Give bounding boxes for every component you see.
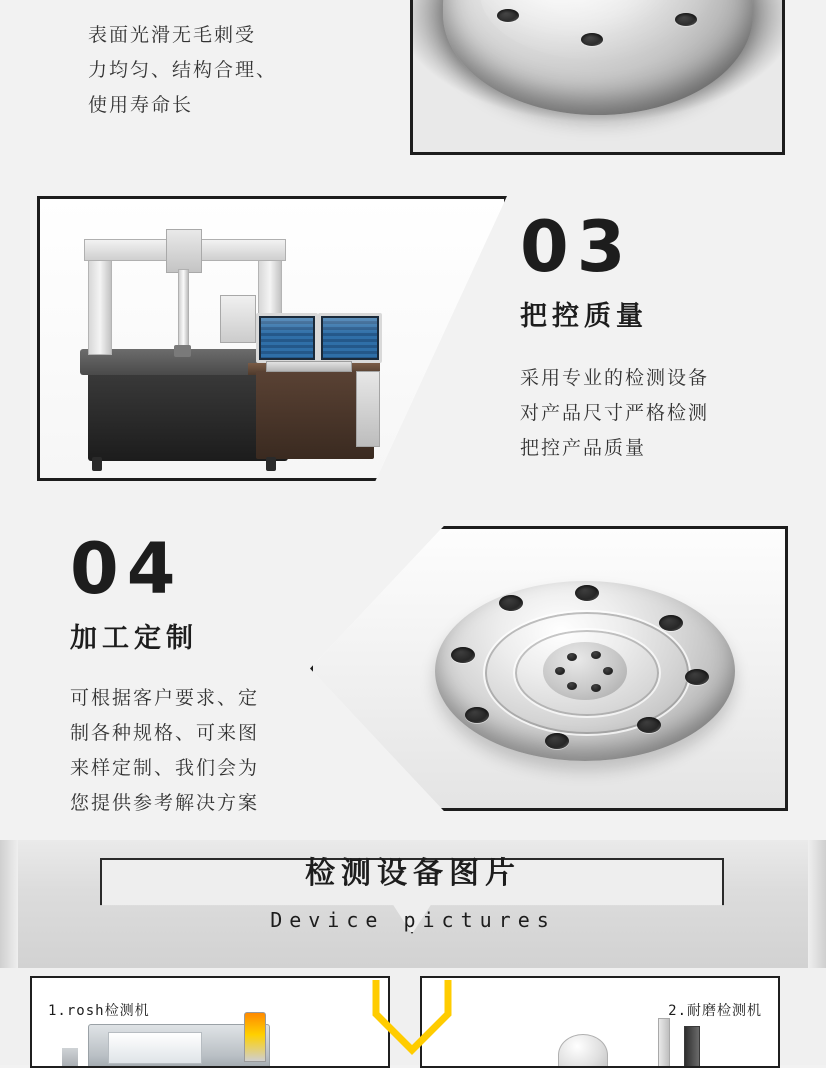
section-04-line-3: 来样定制、我们会为 [70, 757, 260, 780]
bolt-hole [451, 647, 475, 663]
bolt-hole [675, 13, 697, 26]
section-04-description [70, 681, 370, 822]
cmm-carriage [166, 229, 202, 273]
section-03-line-3: 把控产品质量 [520, 437, 647, 460]
hub-hole [567, 682, 577, 690]
device-card-wear-label: 2.耐磨检测机 [668, 1003, 762, 1019]
hub-hole [591, 684, 601, 692]
section-04 [0, 522, 826, 822]
section-03-image-frame [37, 196, 507, 481]
cmm-image [40, 199, 504, 478]
cmm-quill [178, 269, 189, 349]
bolt-hole [545, 733, 569, 749]
bolt-hole [499, 595, 523, 611]
machined-flange-disc-image [313, 529, 785, 808]
section-04-image-frame [310, 526, 788, 811]
bolt-hole [575, 585, 599, 601]
bolt-hole [659, 615, 683, 631]
section-04-line-4: 您提供参考解决方案 [70, 792, 260, 815]
cmm-foot [266, 457, 276, 471]
section-02-line-3: 使用寿命长 [88, 94, 194, 117]
cmm-left-column [88, 253, 112, 355]
section-02-description [88, 18, 348, 123]
device-card-rosh [30, 976, 390, 1068]
bolt-hole [581, 33, 603, 46]
machine-panel [108, 1032, 202, 1064]
wear-test-cylinder [558, 1034, 608, 1068]
section-03-line-1: 采用专业的检测设备 [520, 367, 710, 389]
bolt-hole [497, 9, 519, 22]
section-04-line-2: 制各种规格、可来图 [70, 722, 260, 745]
section-03 [0, 196, 826, 496]
cmm-foot [92, 457, 102, 471]
banner-title: 检测设备图片 [305, 856, 521, 891]
section-04-line-1: 可根据客户要求、定 [70, 687, 260, 709]
coordinate-measuring-machine-illustration [70, 221, 370, 466]
yellow-frame-divider-icon [372, 980, 452, 1065]
section-02 [0, 0, 826, 160]
section-03-line-2: 对产品尺寸严格检测 [520, 402, 710, 425]
stainless-flange-closeup-image [413, 0, 782, 152]
bolt-hole [637, 717, 661, 733]
section-04-title: 加工定制 [70, 623, 198, 654]
section-02-image-frame [410, 0, 785, 155]
bolt-hole [465, 707, 489, 723]
wear-test-arm-dark [684, 1026, 700, 1068]
hub-hole [567, 653, 577, 661]
keyboard [266, 361, 352, 372]
flange-disc-shape [443, 0, 753, 115]
section-02-line-2: 力均匀、结构合理、 [88, 59, 278, 82]
device-card-wear [420, 976, 780, 1068]
cmm-probe [174, 345, 191, 357]
cmm-controller-box [220, 295, 256, 343]
banner-subtitle: Device pictures [270, 908, 556, 932]
monitor-left [256, 313, 318, 363]
section-03-number: 03 [520, 206, 634, 288]
section-03-description [520, 361, 820, 466]
computer-tower [356, 371, 380, 447]
bolt-hole [685, 669, 709, 685]
wear-test-arm [658, 1018, 670, 1068]
monitor-right [318, 313, 382, 363]
signal-tower-light [244, 1012, 266, 1062]
section-03-text-block [520, 206, 820, 466]
device-card-rosh-label: 1.rosh检测机 [48, 1003, 150, 1019]
section-04-number: 04 [70, 528, 184, 610]
machine-stand [62, 1048, 78, 1068]
section-02-line-1: 表面光滑无毛刺受 [88, 24, 257, 46]
section-03-title: 把控质量 [520, 301, 648, 332]
